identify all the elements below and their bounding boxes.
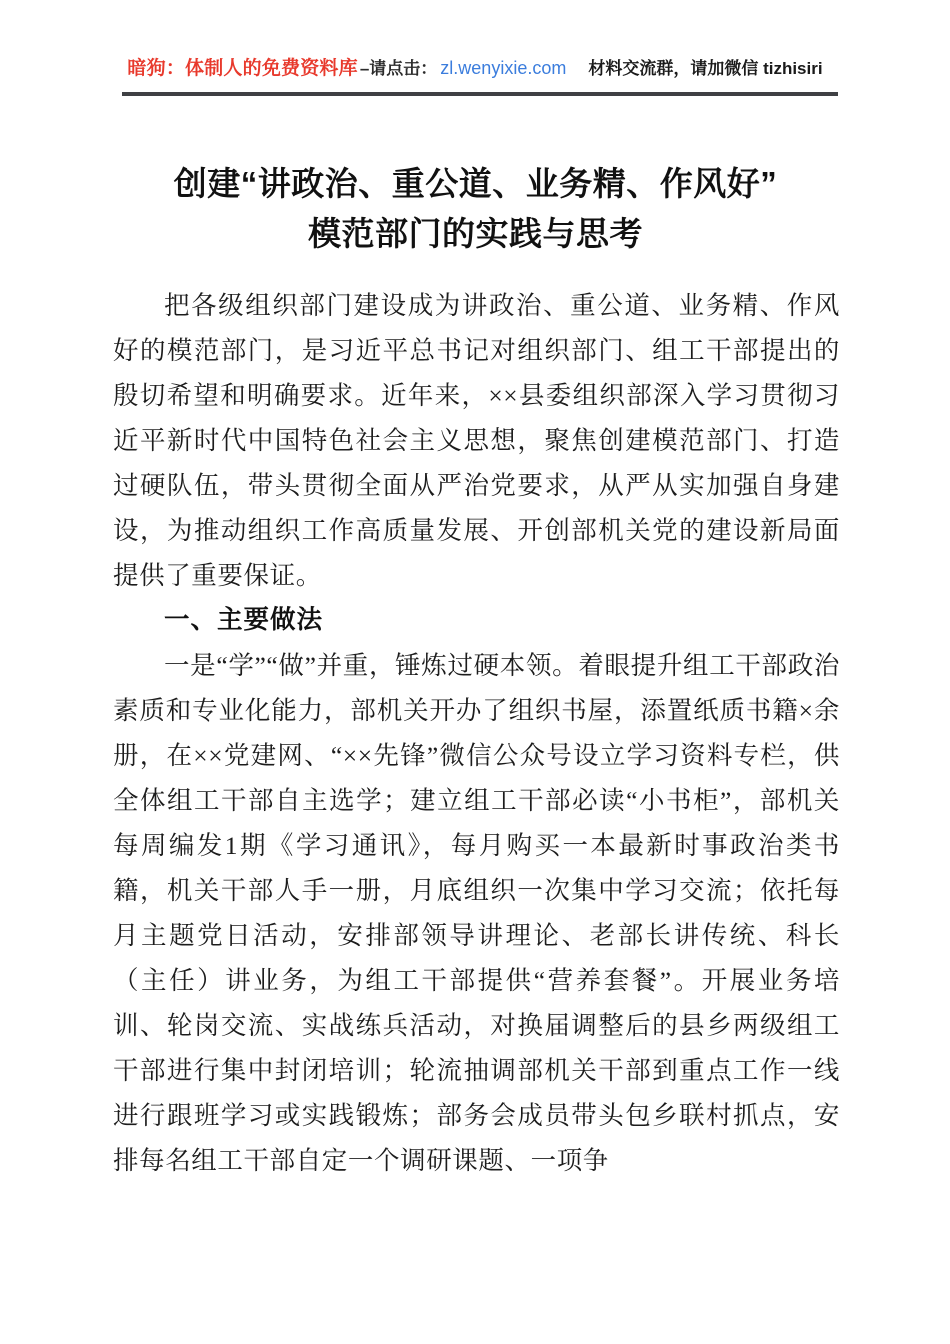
document-title-line-1: 创建“讲政治、重公道、业务精、作风好” [173,165,778,203]
document-title [113,159,838,259]
promo-wechat-text: 材料交流群，请加微信 tizhisiri [588,59,823,78]
document-title-line-2: 模范部门的实践与思考 [308,215,643,253]
promo-click-label: –请点击： [359,59,438,78]
body-paragraph-1: 把各级组织部门建设成为讲政治、重公道、业务精、作风好的模范部门，是习近平总书记对组织部门、组工干部提出的殷切希望和明确要求。近年来，××县委组织部深入学习贯彻习近平新时代中国特色社会主义思想，聚焦创建模范部门、打造过硬队伍，带头贯彻全面从严治党要求，从严从实加强自身建设，为推动组织工作高质量发展、开创部机关党的建设新局面提供了重要保证。 [113,291,840,590]
promo-brand-text: 暗狗：体制人的免费资料库 [127,58,358,79]
promo-divider-rule [122,92,838,96]
promo-banner [0,58,950,80]
promo-url-link[interactable]: zl.wenyixie.com [440,58,567,78]
section-heading-main-practices: 一、主要做法 [164,606,324,634]
document-body [113,283,840,1183]
body-paragraph-2: 一是“学”“做”并重，锤炼过硬本领。着眼提升组工干部政治素质和专业化能力，部机关开办了组织书屋，添置纸质书籍×余册，在××党建网、“××先锋”微信公众号设立学习资料专栏，供全体组工干部自主选学；建立组工干部必读“小书柜”，部机关每周编发1期《学习通讯》，每月购买一本最新时事政治类书籍，机关干部人手一册，月底组织一次集中学习交流；依托每月主题党日活动，安排部领导讲理论、老部长讲传统、科长（主任）讲业务，为组工干部提供“营养套餐”。开展业务培训、轮岗交流、实战练兵活动，对换届调整后的县乡两级组工干部进行集中封闭培训；轮流抽调部机关干部到重点工作一线进行跟班学习或实践锻炼；部务会成员带头包乡联村抓点，安排每名组工干部自定一个调研课题、一项争 [113,651,840,1175]
